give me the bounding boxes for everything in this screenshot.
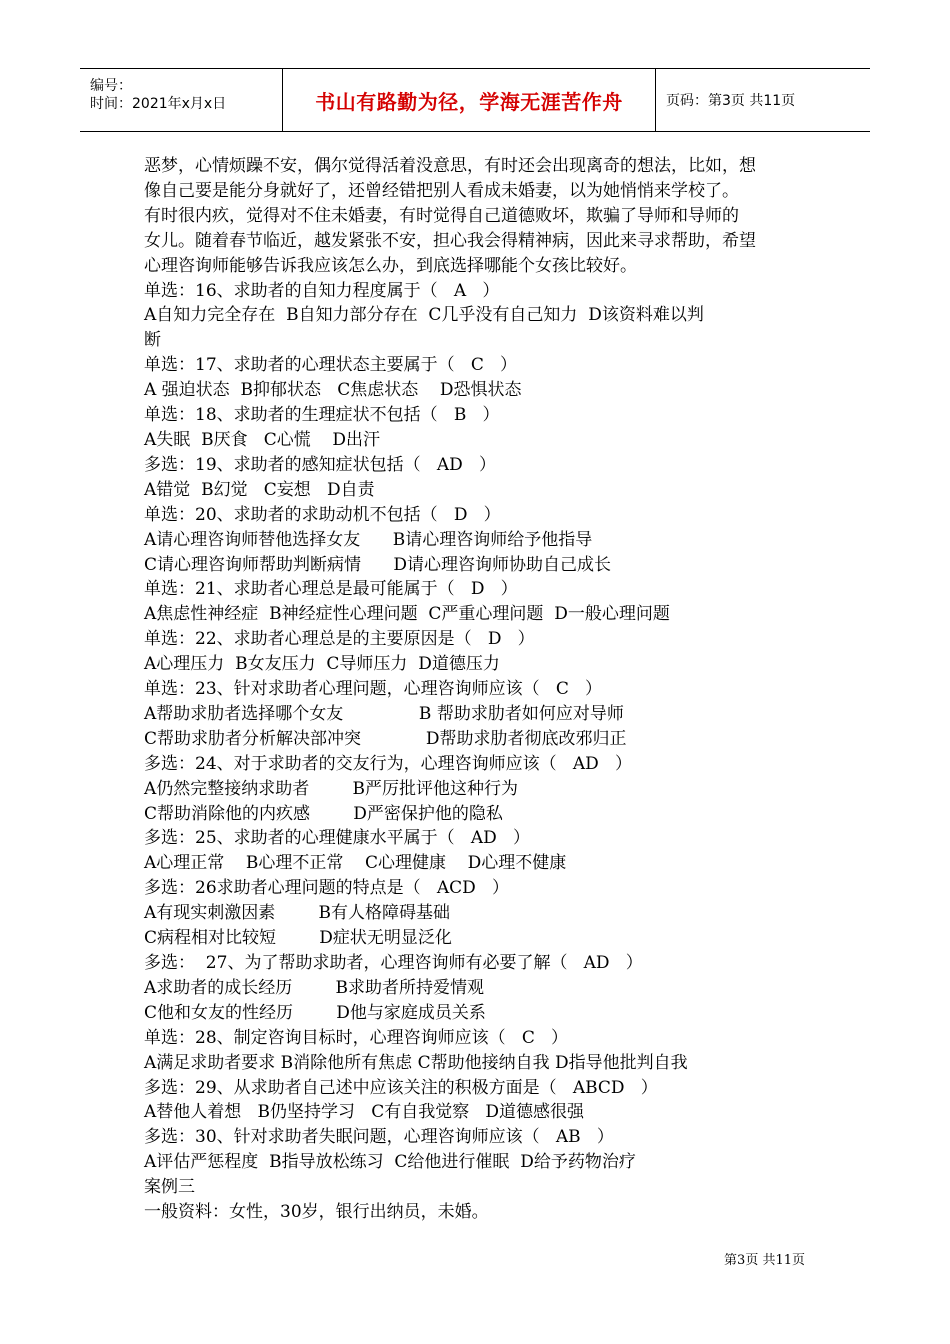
text-line: 一般资料：女性，30岁，银行出纳员，未婚。 bbox=[144, 1202, 489, 1223]
text-line: 单选：28、制定咨询目标时，心理咨询师应该（ C ） bbox=[144, 1027, 569, 1048]
text-line: 单选：22、求助者心理总是的主要原因是（ D ） bbox=[144, 629, 535, 650]
header-page bbox=[656, 69, 870, 131]
text-line: A心理压力 B女友压力 C导师压力 D道德压力 bbox=[144, 654, 500, 675]
text-line: 断 bbox=[144, 330, 161, 351]
text-line: 多选：26求助者心理问题的特点是（ ACD ） bbox=[144, 878, 509, 899]
text-line: 多选：25、求助者的心理健康水平属于（ AD ） bbox=[144, 828, 530, 849]
text-line: 女儿。随着春节临近，越发紧张不安，担心我会得精神病，因此来寻求帮助，希望 bbox=[144, 230, 756, 251]
text-line: A求助者的成长经历 B求助者所持爱情观 bbox=[144, 977, 484, 998]
text-line: A帮助求肋者选择哪个女友 B 帮助求肋者如何应对导师 bbox=[144, 703, 624, 724]
text-line: 多选：24、对于求助者的交友行为，心理咨询师应该（ AD ） bbox=[144, 753, 632, 774]
page-header bbox=[80, 68, 870, 132]
text-line: A 强迫状态 B抑郁状态 C焦虑状态 D恐惧状态 bbox=[144, 380, 522, 401]
text-line: 单选：16、求助者的自知力程度属于（ A ） bbox=[144, 280, 500, 301]
text-line: C他和女友的性经历 D他与家庭成员关系 bbox=[144, 1002, 486, 1023]
text-line: 多选：30、针对求助者失眠问题，心理咨询师应该（ AB ） bbox=[144, 1127, 614, 1148]
text-line: 单选：17、求助者的心理状态主要属于（ C ） bbox=[144, 355, 518, 376]
text-line: A错觉 B幻觉 C妄想 D自责 bbox=[144, 479, 375, 500]
text-line: A仍然完整接纳求助者 B严厉批评他这种行为 bbox=[144, 778, 518, 799]
text-line: C病程相对比较短 D症状无明显泛化 bbox=[144, 928, 452, 949]
text-line: A替他人着想 B仍坚持学习 C有自我觉察 D道德感很强 bbox=[144, 1102, 585, 1123]
motto-text: 书山有路勤为径，学海无涯苦作舟 bbox=[315, 89, 623, 114]
text-line: A失眠 B厌食 C心慌 D出汗 bbox=[144, 429, 381, 450]
header-meta bbox=[80, 69, 282, 131]
header-motto bbox=[282, 69, 656, 131]
text-line: 心理咨询师能够告诉我应该怎么办，到底选择哪能个女孩比较好。 bbox=[144, 255, 637, 276]
text-line: 案例三 bbox=[144, 1177, 195, 1198]
text-line: C请心理咨询师帮助判断病情 D请心理咨询师协助自己成长 bbox=[144, 554, 612, 575]
text-line: 多选： 27、为了帮助求助者，心理咨询师有必要了解（ AD ） bbox=[144, 953, 643, 973]
text-line: 多选：19、求助者的感知症状包括（ AD ） bbox=[144, 454, 496, 475]
text-line: C帮助消除他的内疚感 D严密保护他的隐私 bbox=[144, 803, 503, 824]
time-label: 时间：2021年x月x日 bbox=[90, 96, 227, 112]
text-line: A自知力完全存在 B自知力部分存在 C几乎没有自己知力 D该资料难以判 bbox=[144, 305, 704, 326]
text-line: 有时很内疚，觉得对不住未婚妻，有时觉得自己道德败坏，欺骗了导师和导师的 bbox=[144, 205, 739, 226]
text-line: 单选：21、求助者心理总是最可能属于（ D ） bbox=[144, 579, 518, 600]
text-line: A心理正常 B心理不正常 C心理健康 D心理不健康 bbox=[144, 853, 567, 874]
text-line: 单选：18、求助者的生理症状不包括（ B ） bbox=[144, 405, 500, 426]
text-line: 单选：23、针对求助者心理问题，心理咨询师应该（ C ） bbox=[144, 679, 603, 700]
code-label: 编号： bbox=[90, 78, 132, 94]
text-line: C帮助求肋者分析解决部冲突 D帮助求肋者彻底改邪归正 bbox=[144, 728, 627, 749]
page-footer: 第3页 共11页 bbox=[724, 1253, 805, 1268]
document-body bbox=[144, 154, 814, 1225]
text-line: 像自己要是能分身就好了，还曾经错把别人看成未婚妻，以为她悄悄来学校了。 bbox=[144, 180, 739, 201]
text-line: A满足求助者要求 B消除他所有焦虑 C帮助他接纳自我 D指导他批判自我 bbox=[144, 1052, 688, 1073]
text-line: 恶梦，心情烦躁不安，偶尔觉得活着没意思，有时还会出现离奇的想法，比如，想 bbox=[144, 156, 756, 176]
text-line: A请心理咨询师替他选择女友 B请心理咨询师给予他指导 bbox=[144, 529, 593, 550]
text-line: 多选：29、从求助者自己述中应该关注的积极方面是（ ABCD ） bbox=[144, 1077, 658, 1098]
text-line: A评估严惩程度 B指导放松练习 C给他进行催眠 D给予药物治疗 bbox=[144, 1152, 636, 1173]
text-line: 单选：20、求助者的求助动机不包括（ D ） bbox=[144, 504, 501, 525]
text-line: A有现实刺激因素 B有人格障碍基础 bbox=[144, 903, 450, 924]
page-label: 页码：第3页 共11页 bbox=[666, 93, 796, 109]
text-line: A焦虑性神经症 B神经症性心理问题 C严重心理问题 D一般心理问题 bbox=[144, 604, 670, 625]
